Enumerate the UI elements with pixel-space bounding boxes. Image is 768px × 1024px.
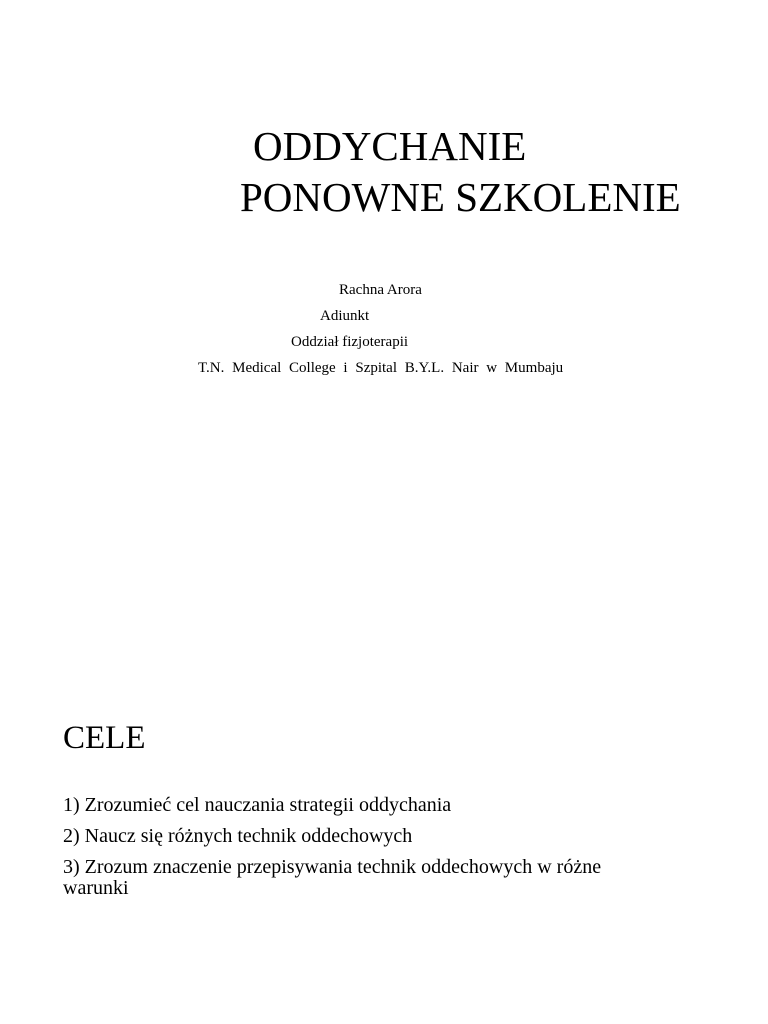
author-department: Oddział fizjoterapii — [291, 334, 409, 350]
title-line-2: PONOWNE SZKOLENIE — [240, 174, 681, 220]
goal-item-2: 2) Naucz się różnych technik oddechowych — [63, 825, 413, 847]
goals-list — [63, 795, 623, 909]
title-line-1: ODDYCHANIE — [253, 123, 527, 169]
author-position: Adiunkt — [320, 308, 370, 324]
goal-item-3: 3) Zrozum znaczenie przepisywania technik oddechowych w różne warunki — [63, 856, 602, 899]
author-institution: T.N. Medical College i Szpital B.Y.L. Nair w Mumbaju — [198, 360, 564, 376]
author-name: Rachna Arora — [339, 282, 422, 298]
goals-heading: CELE — [63, 720, 146, 756]
goal-item-1: 1) Zrozumieć cel nauczania strategii oddychania — [63, 794, 452, 816]
